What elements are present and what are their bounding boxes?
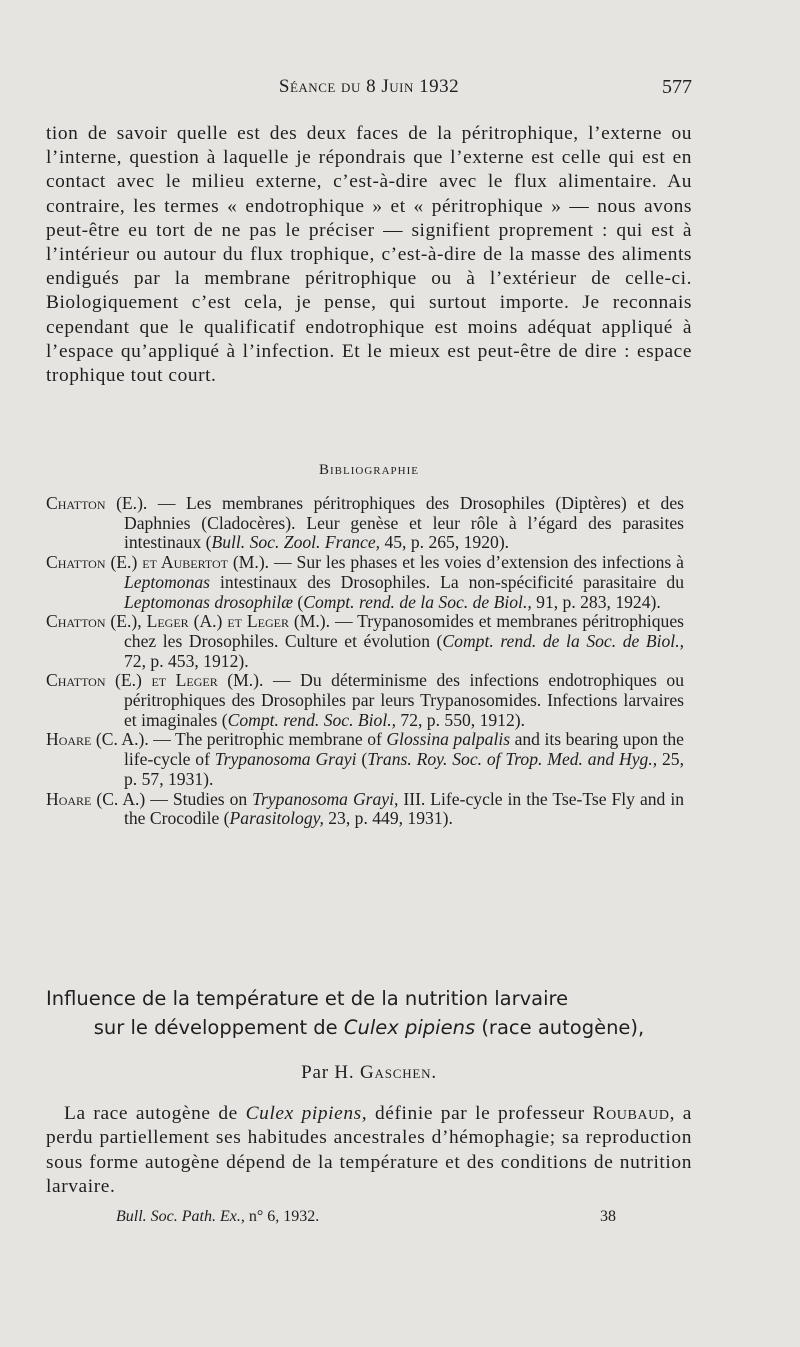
reference-item: Chatton (E.). — Les membranes péritrophiques des Drosophiles (Diptères) et des Daphnies (Cladocères). Leur genèse et leur rôle à l’égard des parasites intestinaux (Bull. Soc. Zool. France, 45, p. 265, 1920).	[46, 493, 684, 553]
article-title-line-2: sur le développement de Culex pipiens (race autogène),	[93, 1016, 645, 1039]
reference-item: Hoare (C. A.). — The peritrophic membrane of Glossina palpalis and its bearing upon the life-cycle of Trypanosoma Grayi (Trans. Roy. Soc. of Trop. Med. and Hyg., 25, p. 57, 1931).	[46, 729, 685, 789]
sheet-number: 38	[600, 1208, 616, 1225]
reference-item: Chatton (E.), Leger (A.) et Leger (M.). — Trypanosomides et membranes péritrophiques chez les Drosophiles. Culture et évolution (Compt. rend. de la Soc. de Biol., 72, p. 453, 1912).	[46, 611, 684, 671]
reference-item: Hoare (C. A.) — Studies on Trypanosoma Grayi, III. Life-cycle in the Tse-Tse Fly and in the Crocodile (Parasitology, 23, p. 449, 1931).	[46, 788, 685, 829]
article-title-line-1: Influence de la température et de la nutrition larvaire	[46, 987, 569, 1010]
bibliography-list	[46, 494, 684, 829]
running-title: Séance du 8 Juin 1932	[278, 76, 460, 97]
reference-item: Chatton (E.) et Leger (M.). — Du déterminisme des infections endotrophiques ou péritrophiques des Drosophiles par leurs Trypanosomides. Infections larvaires et imaginales (Compt. rend. Soc. Biol., 72, p. 550, 1912).	[46, 670, 685, 730]
bibliography-heading: Bibliographie	[319, 462, 419, 478]
page-number: 577	[662, 76, 692, 98]
article-byline: Par H. Gaschen.	[301, 1062, 437, 1083]
page-footer	[116, 1208, 616, 1226]
footer-issue: n° 6, 1932.	[244, 1208, 320, 1225]
reference-item: Chatton (E.) et Aubertot (M.). — Sur les phases et les voies d’extension des infections à Leptomonas intestinaux des Drosophiles. La non-spécificité parasitaire du Leptomonas drosophilæ (Compt. rend. de la Soc. de Biol., 91, p. 283, 1924).	[46, 552, 684, 612]
article-title	[46, 984, 692, 1042]
footer-journal: Bull. Soc. Path. Ex.,	[116, 1208, 245, 1225]
page-header	[46, 76, 692, 106]
continued-paragraph: tion de savoir quelle est des deux faces de la péritrophique, l’externe ou l’interne, question à laquelle je répondrais que l’externe est celle qui est en contact avec le milieu externe, c’est-à-dire avec le flux alimentaire. Au contraire, les termes « endotrophique » et « péritrophique » — nous avons peut-être eu tort de ne pas le préciser — signifient proprement : qui est à l’intérieur ou autour du flux trophique, c’est-à-dire de la masse des aliments endigués par la membrane péritrophique ou à l’extérieur de celle-ci. Biologiquement c’est cela, je pense, qui surtout importe. Je reconnais cependant que le qualificatif endotrophique est moins adéquat appliqué à l’espace qu’appliqué à l’infection. Et le mieux est peut-être de dire : espace trophique tout court.	[46, 123, 692, 387]
article-intro-paragraph: La race autogène de Culex pipiens, définie par le professeur Roubaud, a perdu partiellement ses habitudes ancestrales d’hémophagie; sa reproduction sous forme autogène dépend de la température et des conditions de nutrition larvaire.	[46, 1103, 692, 1198]
